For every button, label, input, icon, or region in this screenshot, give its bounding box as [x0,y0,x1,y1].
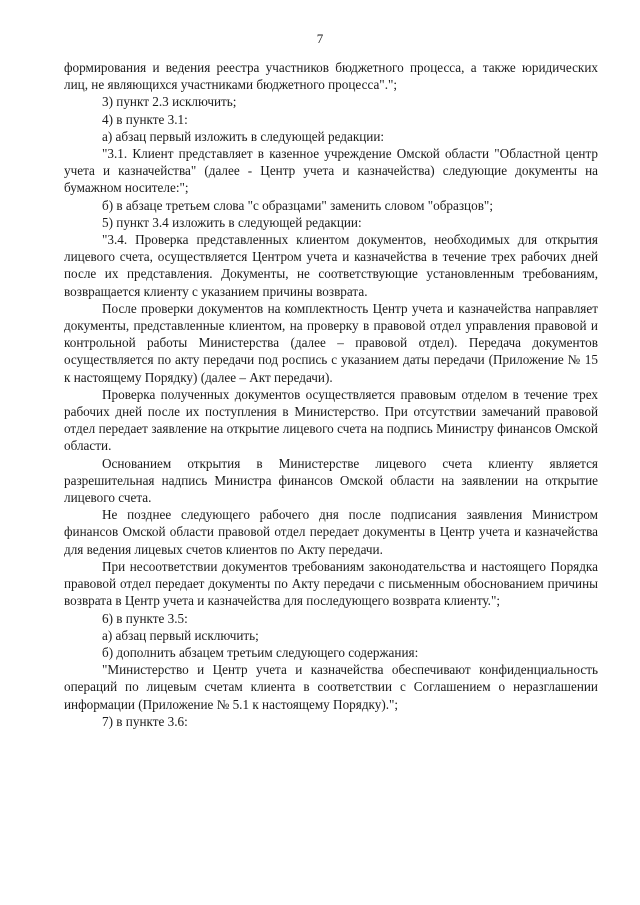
paragraph: 4) в пункте 3.1: [102,111,188,127]
paragraph: Не позднее следующего рабочего дня после подписания заявления Министром финансов Омской области правовой отдел передает документы в Центр учета и казначейства для ведения лицевых счетов клиентов по Акту передачи. [64,507,598,557]
paragraph: "3.1. Клиент представляет в казенное учреждение Омской области "Областной центр учета и казначейства" (далее - Центр учета и казначейства) следующие документы на бумажном носителе:"; [64,146,598,196]
paragraph: При несоответствии документов требованиям законодательства и настоящего Порядка правовой отдел передает документы по Акту передачи с письменным обоснованием причины возврата в Центр учета и казначейства для последующего возврата клиенту."; [64,558,598,609]
paragraph: Проверка полученных документов осуществляется правовым отделом в течение трех рабочих дней после их поступления в Министерство. При отсутствии замечаний правовой отдел передает заявление на открытие лицевого счета на подпись Министру финансов Омской области. [64,386,598,454]
paragraph: б) дополнить абзацем третьим следующего содержания: [102,644,419,660]
document-body [64,59,598,730]
paragraph: Основанием открытия в Министерстве лицевого счета клиенту является разрешительная надпись Министра финансов Омской области на заявлении на открытие лицевого счета. [64,455,598,506]
paragraph: 7) в пункте 3.6: [102,713,188,729]
paragraph: "Министерство и Центр учета и казначейства обеспечивают конфиденциальность операций по лицевым счетам клиента в соответствии с Соглашением о неразглашении информации (Приложение № 5.1 к настоящему Порядку)."; [64,662,598,712]
paragraph: 6) в пункте 3.5: [102,610,188,626]
paragraph: а) абзац первый исключить; [102,627,259,643]
paragraph: а) абзац первый изложить в следующей редакции: [102,128,385,144]
paragraph: 5) пункт 3.4 изложить в следующей редакции: [102,214,362,230]
paragraph: 3) пункт 2.3 исключить; [102,94,237,110]
paragraph: формирования и ведения реестра участников бюджетного процесса, а также юридических лиц, не являющихся участниками бюджетного процесса"."; [64,60,598,93]
paragraph: б) в абзаце третьем слова "с образцами" заменить словом "образцов"; [102,197,493,213]
page-number: 7 [316,31,324,46]
paragraph: "3.4. Проверка представленных клиентом документов, необходимых для открытия лицевого счета, осуществляется Центром учета и казначейства в течение трех рабочих дней после их представления. Документы, не соответствующие установленным требованиям, возвращается клиенту с указанием причины возврата. [64,232,598,299]
paragraph: После проверки документов на комплектность Центр учета и казначейства направляет документы, представленные клиентом, на проверку в правовой отдел управления правовой и контрольной работы Министерства (далее – правовой отдел). Передача документов осуществляется по акту передачи под роспись с указанием даты передачи (Приложение № 15 к настоящему Порядку) (далее – Акт передачи). [64,300,598,385]
